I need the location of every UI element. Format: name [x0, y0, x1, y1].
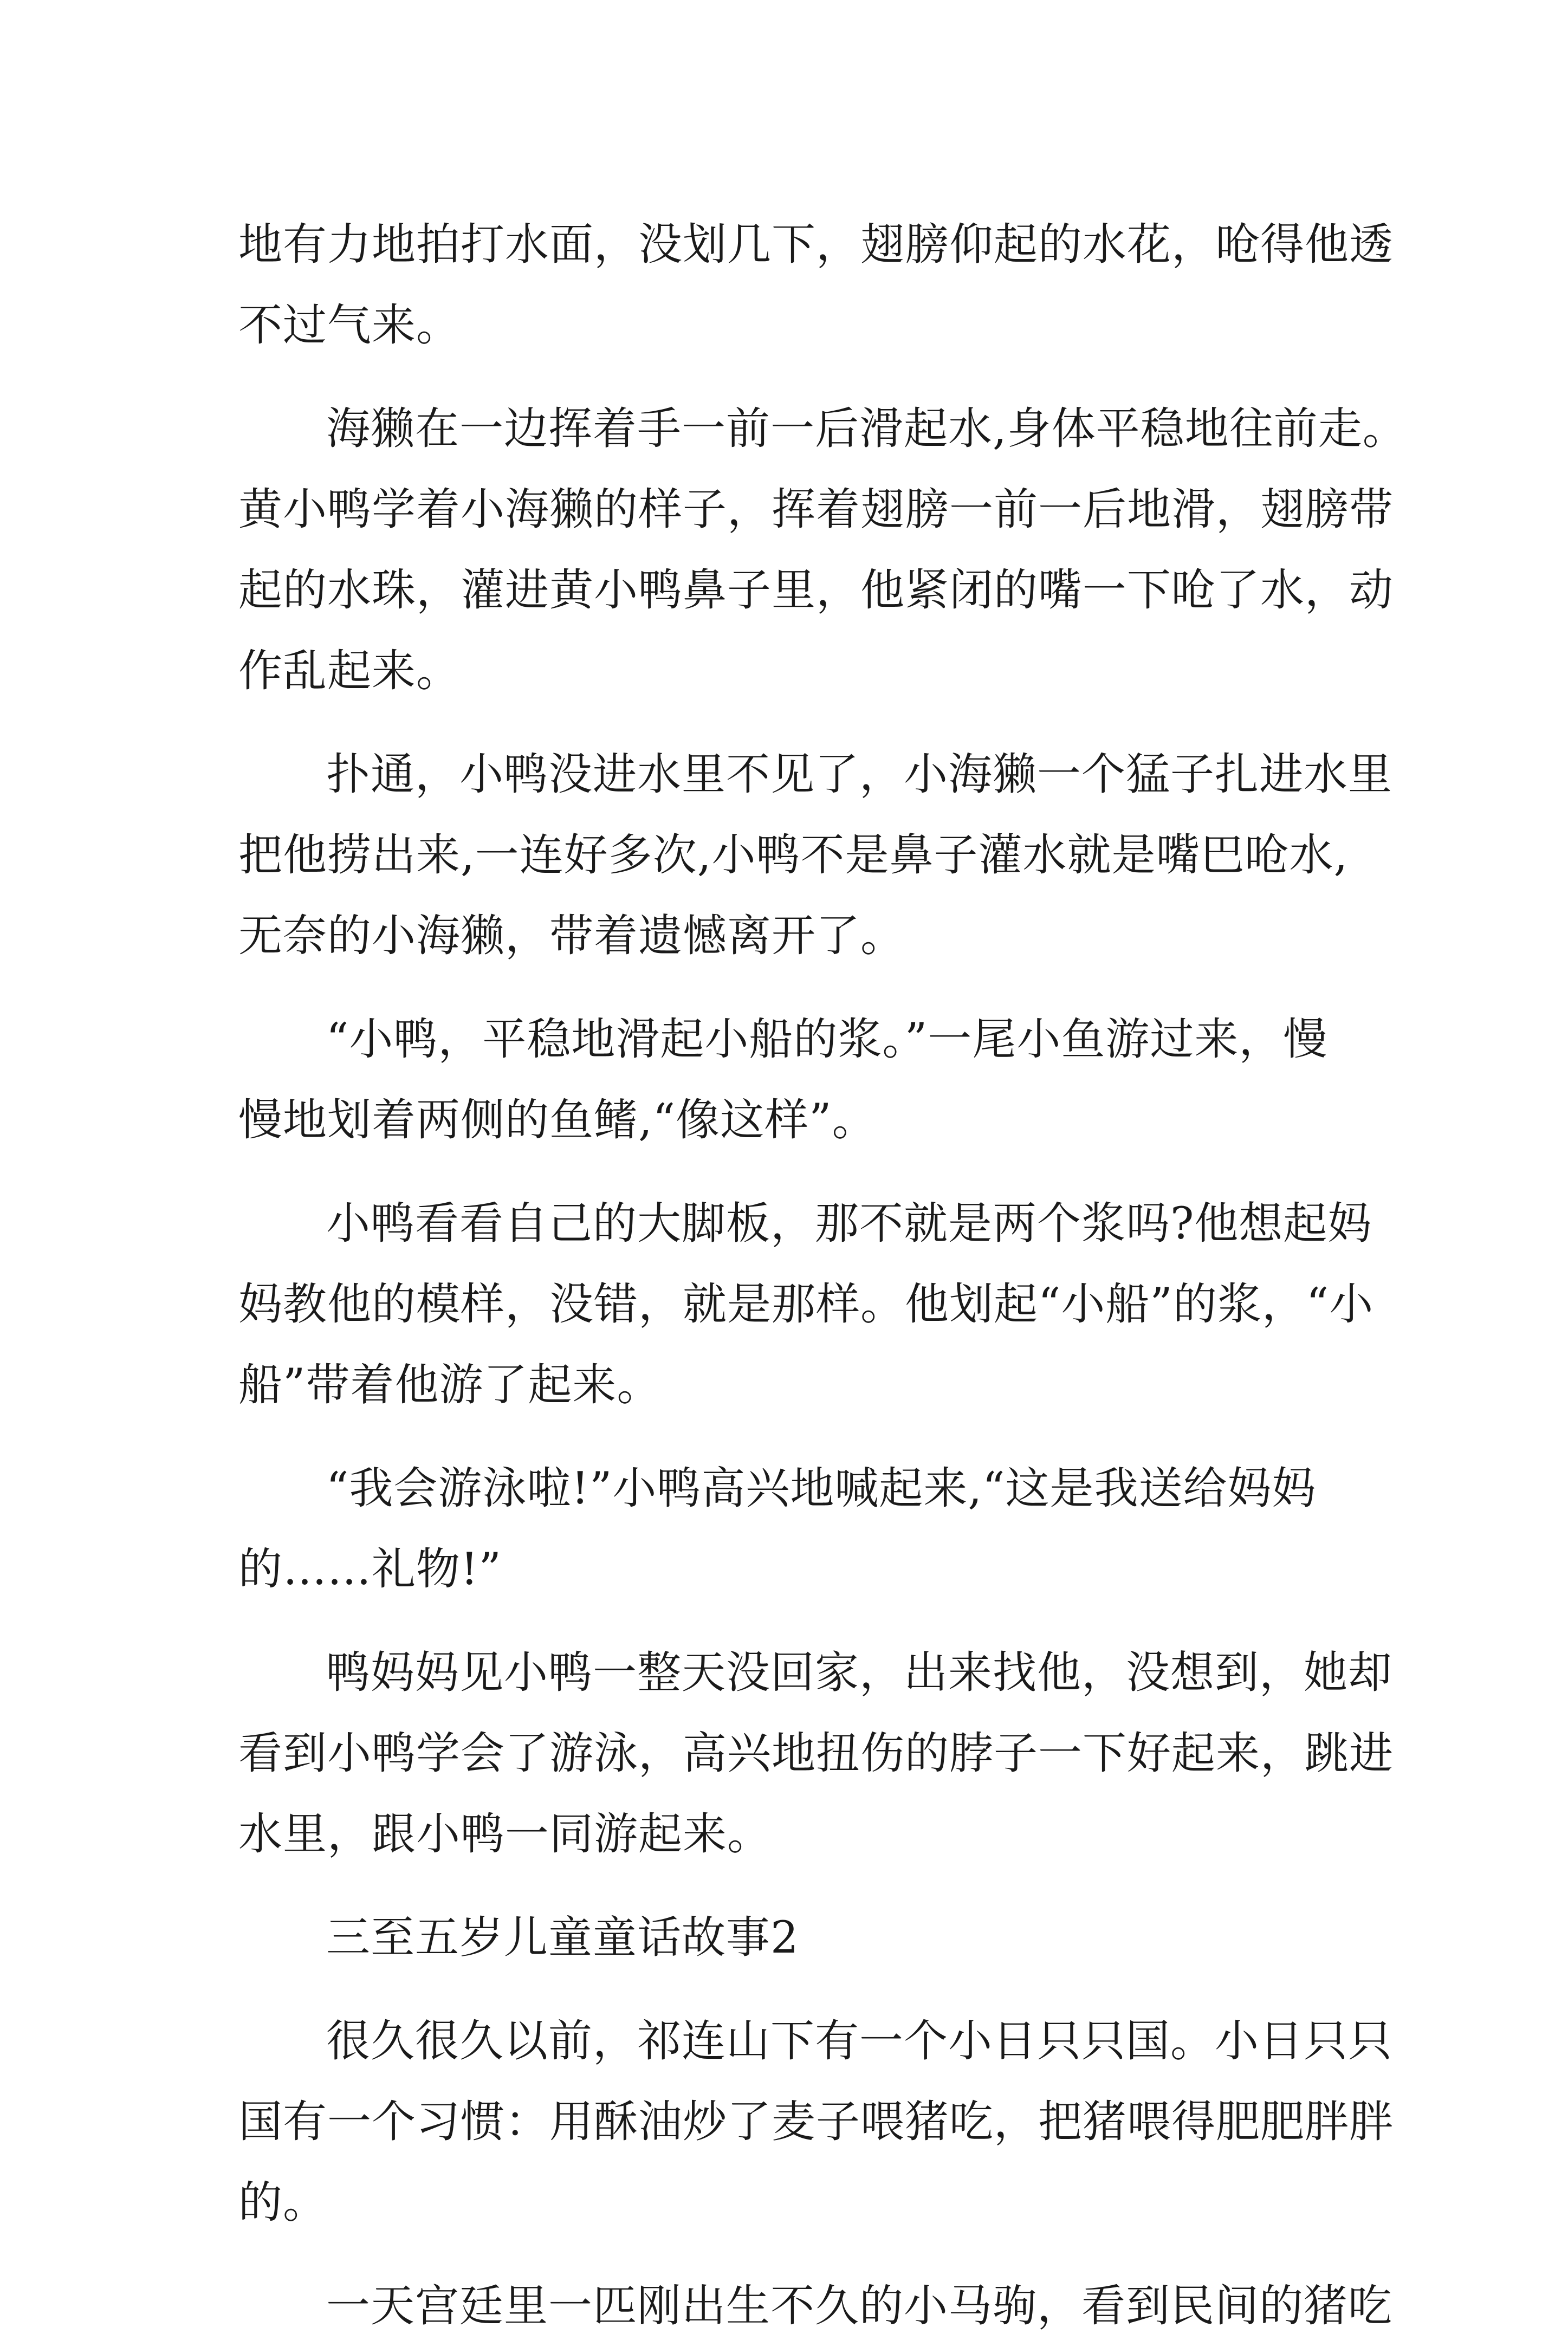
text-line: 水里，跟小鸭一同游起来。 [238, 1809, 772, 1860]
text-line: 船”带着他游了起来。 [238, 1360, 662, 1411]
text-line: 地有力地拍打水面，没划几下，翅膀仰起的水花，呛得他透 [238, 219, 1394, 270]
text-line: 把他捞出来,一连好多次,小鸭不是鼻子灌水就是嘴巴呛水, [238, 830, 1349, 881]
text-line: 扑通，小鸭没进水里不见了，小海獭一个猛子扎进水里 [326, 749, 1393, 800]
text-line: 很久很久以前，祁连山下有一个小日只只国。小日只只 [326, 2016, 1393, 2067]
document-body [238, 205, 1407, 2347]
text-line: 海獭在一边挥着手一前一后滑起水,身体平稳地往前走。 [326, 404, 1407, 455]
text-line: 不过气来。 [238, 300, 461, 351]
text-line: 作乱起来。 [238, 646, 461, 697]
text-line: 无奈的小海獭，带着遗憾离开了。 [238, 911, 905, 962]
text-line: 慢地划着两侧的鱼鳍,“像这样”。 [238, 1095, 877, 1146]
text-line: 看到小鸭学会了游泳，高兴地扭伤的脖子一下好起来，跳进 [238, 1728, 1394, 1779]
text-line: 黄小鸭学着小海獭的样子，挥着翅膀一前一后地滑，翅膀带 [238, 484, 1394, 535]
text-line: 国有一个习惯：用酥油炒了麦子喂猪吃，把猪喂得肥肥胖胖 [238, 2097, 1394, 2148]
text-line: 的……礼物!” [238, 1544, 502, 1595]
text-line: “我会游泳啦!”小鸭高兴地喊起来,“这是我送给妈妈 [326, 1463, 1317, 1514]
text-line: “小鸭，平稳地滑起小船的浆。”一尾小鱼游过来，慢 [326, 1014, 1328, 1065]
text-line: 小鸭看看自己的大脚板，那不就是两个浆吗?他想起妈 [326, 1198, 1372, 1249]
text-line: 一天宫廷里一匹刚出生不久的小马驹，看到民间的猪吃 [326, 2281, 1393, 2332]
text-line: 三至五岁儿童童话故事2 [326, 1912, 799, 1963]
text-line: 妈教他的模样，没错，就是那样。他划起“小船”的浆，“小 [238, 1279, 1374, 1330]
text-line: 鸭妈妈见小鸭一整天没回家，出来找他，没想到，她却 [326, 1648, 1393, 1698]
text-line: 起的水珠，灌进黄小鸭鼻子里，他紧闭的嘴一下呛了水，动 [238, 565, 1394, 616]
text-line: 的。 [238, 2177, 328, 2228]
